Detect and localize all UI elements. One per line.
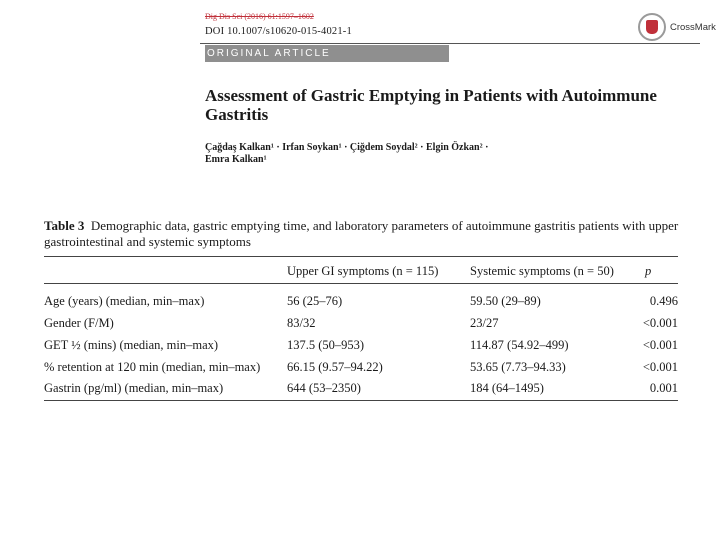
author-line: Çağdaş Kalkan¹ · Irfan Soykan¹ · Çiğdem Soydal² · Elgin Özkan² · <box>205 142 489 153</box>
header-rule <box>200 43 700 44</box>
table-cell: Gender (F/M) <box>44 316 114 330</box>
table-cell: GET ½ (mins) (median, min–max) <box>44 338 219 352</box>
author-line: Emra Kalkan¹ <box>205 154 267 165</box>
table-cell: 59.50 (29–89) <box>470 294 541 308</box>
table-cell: 137.5 (50–953) <box>287 338 365 352</box>
doi-text: DOI 10.1007/s10620-015-4021-1 <box>205 26 352 37</box>
author-list <box>205 142 525 166</box>
table-cell: 184 (64–1495) <box>470 381 544 395</box>
table-cell: 66.15 (9.57–94.22) <box>287 360 383 374</box>
table-cell: Gastrin (pg/ml) (median, min–max) <box>44 381 224 395</box>
table-cell: 83/32 <box>287 316 316 330</box>
crossmark-link[interactable] <box>638 13 716 41</box>
table-caption <box>44 218 684 250</box>
table-caption-text: Demographic data, gastric emptying time, and laboratory parameters of autoimmune gastritis patients with upper gastrointestinal and systemic symptoms <box>44 218 679 249</box>
column-header: Systemic symptoms (n = 50) <box>470 264 614 278</box>
table-cell: <0.001 <box>642 360 678 374</box>
table-top-rule <box>44 256 678 257</box>
table-cell: 0.001 <box>649 381 678 395</box>
table-cell: 114.87 (54.92–499) <box>470 338 569 352</box>
table-cell: <0.001 <box>642 338 678 352</box>
table-cell: 0.496 <box>649 294 678 308</box>
table-cell: 644 (53–2350) <box>287 381 361 395</box>
article-title: Assessment of Gastric Emptying in Patients with Autoimmune Gastritis <box>205 86 657 124</box>
table-cell: 53.65 (7.73–94.33) <box>470 360 566 374</box>
column-header: p <box>645 264 652 278</box>
table-cell: Age (years) (median, min–max) <box>44 294 205 308</box>
table-label: Table 3 <box>44 218 85 233</box>
table-header-rule <box>44 283 678 284</box>
crossmark-icon <box>638 13 666 41</box>
column-header: Upper GI symptoms (n = 115) <box>287 264 439 278</box>
table-cell: <0.001 <box>642 316 678 330</box>
crossmark-label: CrossMark <box>670 21 716 33</box>
table-cell: 56 (25–76) <box>287 294 343 308</box>
article-type-banner: ORIGINAL ARTICLE <box>205 45 449 62</box>
struck-citation: Dig Dis Sci (2016) 61:1597–1602 <box>205 12 314 21</box>
table-cell: % retention at 120 min (median, min–max) <box>44 360 261 374</box>
table-cell: 23/27 <box>470 316 499 330</box>
table-bottom-rule <box>44 400 678 401</box>
